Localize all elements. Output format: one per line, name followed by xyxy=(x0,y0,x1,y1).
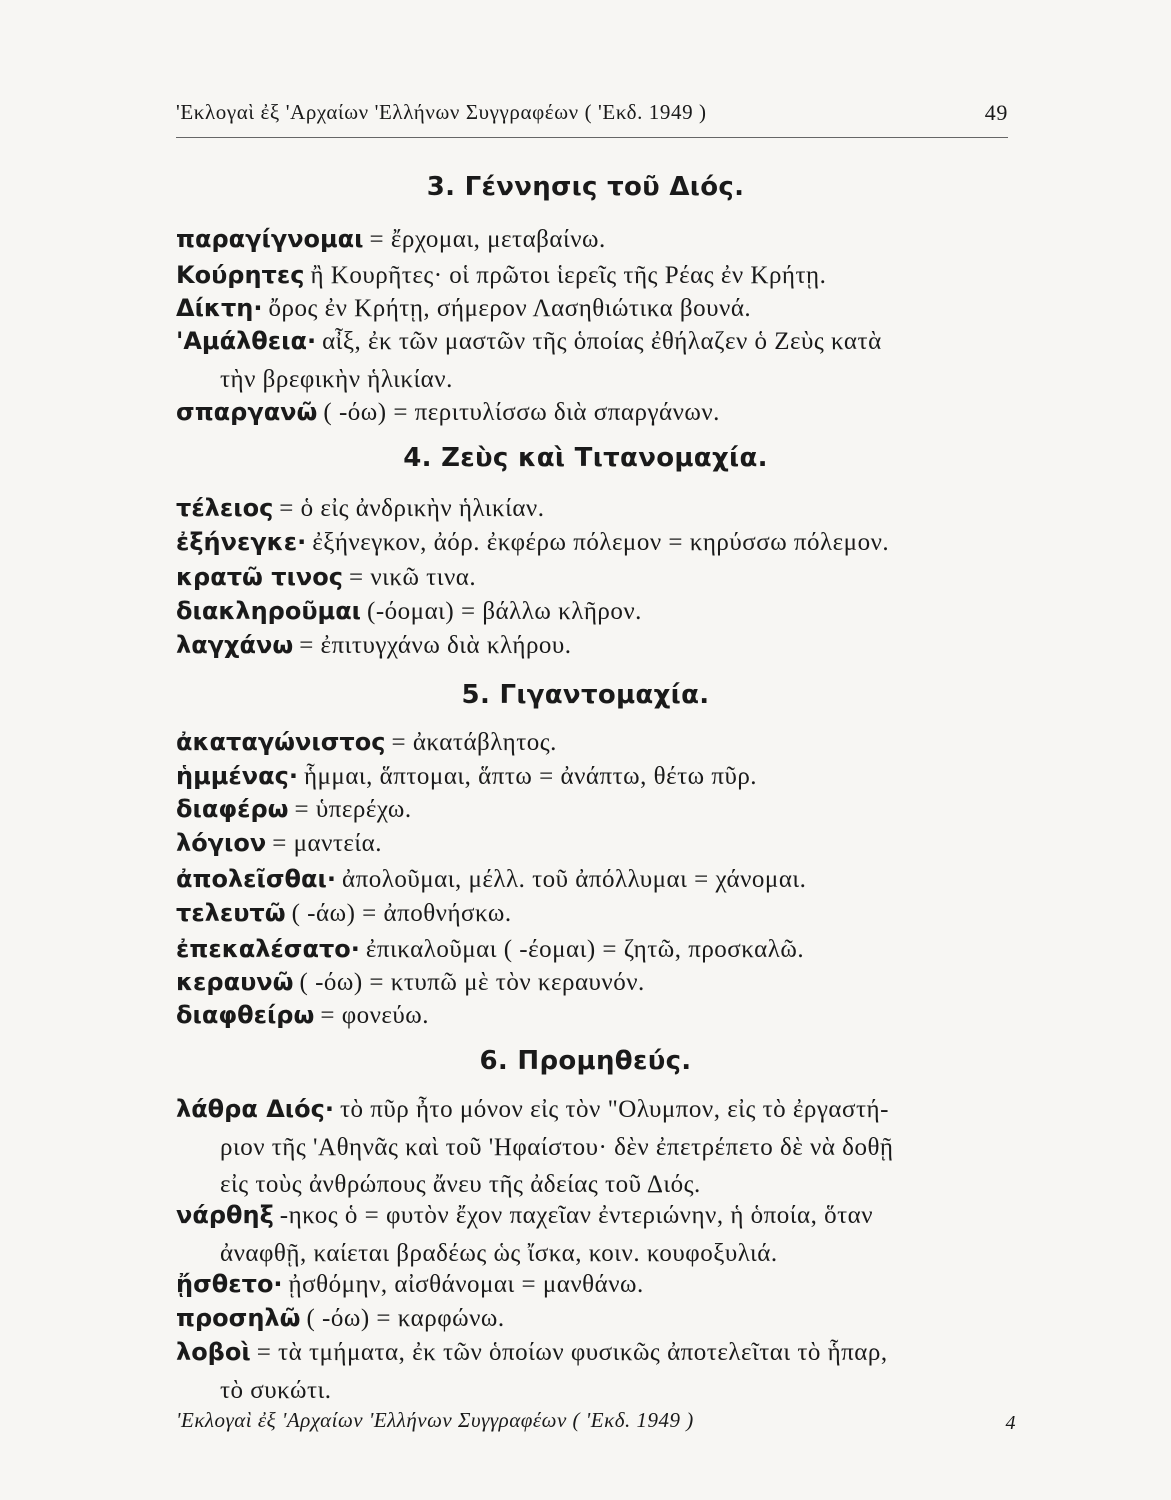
entry-term: ἐξήνεγκε· xyxy=(176,528,307,556)
section-heading: 6. Προμηθεύς. xyxy=(479,1046,692,1076)
entry-definition: = ἐπιτυγχάνω διὰ κλήρου. xyxy=(299,632,572,659)
running-header xyxy=(176,100,1008,125)
glossary-entry xyxy=(176,559,1026,597)
entry-term: διαφθείρω xyxy=(176,1001,315,1029)
entry-continuation: ἀναφθῇ, καίεται βραδέως ὡς ἴσκα, κοιν. κουφοξυλιά. xyxy=(220,1240,778,1267)
entry-continuation: τὴν βρεφικὴν ἡλικίαν. xyxy=(220,366,453,393)
page-footer xyxy=(176,1408,1016,1433)
section-heading: 3. Γέννησις τοῦ Διός. xyxy=(426,172,745,202)
entry-definition: = ὑπερέχω. xyxy=(294,796,412,823)
entry-definition: αἶξ, ἐκ τῶν μαστῶν τῆς ὁποίας ἐθήλαζεν ὁ Ζεὺς κατὰ xyxy=(322,328,882,355)
glossary-entry xyxy=(176,490,1026,528)
entry-term: κρατῶ τινος xyxy=(176,563,343,591)
entry-term: διακληροῦμαι xyxy=(176,597,362,625)
glossary-entry xyxy=(176,1091,1026,1203)
entry-term: Δίκτη· xyxy=(176,294,263,322)
entry-definition: = ἔρχομαι, μεταβαίνω. xyxy=(369,226,606,253)
glossary-entry xyxy=(176,627,1026,665)
entry-continuation: εἰς τοὺς ἀνθρώπους ἄνευ τῆς ἀδείας τοῦ Διός. xyxy=(220,1171,701,1198)
glossary-entry xyxy=(176,1197,1026,1272)
entry-continuation: ριον τῆς 'Αθηνᾶς καὶ τοῦ 'Ηφαίστου· δὲν ἐπετρέπετο δὲ νὰ δοθῇ xyxy=(220,1134,894,1161)
entry-term: λάθρα Διός· xyxy=(176,1095,334,1123)
entry-definition: ἀπολοῦμαι, μέλλ. τοῦ ἀπόλλυμαι = χάνομαι. xyxy=(342,866,807,893)
entry-definition: = μαντεία. xyxy=(272,830,382,857)
entry-term: λόγιον xyxy=(176,829,267,857)
glossary-entry xyxy=(176,724,1026,762)
section-heading: 5. Γιγαντομαχία. xyxy=(461,680,710,710)
header-title: 'Εκλογαὶ ἐξ 'Αρχαίων 'Ελλήνων Συγγραφέων ( 'Εκδ. 1949 ) xyxy=(176,100,707,124)
glossary-entry xyxy=(176,791,1026,829)
entry-definition: τὸ πῦρ ἦτο μόνον εἰς τὸν "Ολυμπον, εἰς τὸ ἐργαστή- xyxy=(339,1096,889,1123)
entry-definition: ( -όω) = καρφώνω. xyxy=(306,1305,505,1332)
entry-term: τελευτῶ xyxy=(176,899,286,927)
entry-definition: = ἀκατάβλητος. xyxy=(391,729,557,756)
footer-title: 'Εκλογαὶ ἐξ 'Αρχαίων 'Ελλήνων Συγγραφέων ( 'Εκδ. 1949 ) xyxy=(176,1408,694,1432)
entry-term: παραγίγνομαι xyxy=(176,225,364,253)
entry-definition: = τὰ τμήματα, ἐκ τῶν ὁποίων φυσικῶς ἀποτελεῖται τὸ ἧπαρ, xyxy=(256,1339,888,1366)
entry-definition: ( -όω) = κτυπῶ μὲ τὸν κεραυνόν. xyxy=(299,969,645,996)
entry-definition: ἐπικαλοῦμαι ( -έομαι) = ζητῶ, προσκαλῶ. xyxy=(365,936,805,963)
entry-definition: (-όομαι) = βάλλω κλῆρον. xyxy=(367,598,642,625)
entry-term: προσηλῶ xyxy=(176,1304,301,1332)
entry-term: Κούρητες xyxy=(176,261,305,289)
signature-mark: 4 xyxy=(1005,1412,1016,1434)
glossary-entry xyxy=(176,394,1026,432)
entry-definition: -ηκος ὁ = φυτὸν ἔχον παχεῖαν ἐντεριώνην, ἡ ὁποία, ὅταν xyxy=(279,1202,874,1229)
entry-term: ἐπεκαλέσατο· xyxy=(176,935,360,963)
entry-definition: = ὁ εἰς ἀνδρικὴν ἡλικίαν. xyxy=(279,495,545,522)
entry-term: ἀπολεῖσθαι· xyxy=(176,865,336,893)
entry-definition: = νικῶ τινα. xyxy=(348,564,477,591)
glossary-entry xyxy=(176,1334,1026,1409)
entry-definition: ἧμμαι, ἅπτομαι, ἅπτω = ἀνάπτω, θέτω πῦρ. xyxy=(303,763,758,790)
entry-term: ἡμμένας· xyxy=(176,762,298,790)
glossary-entry xyxy=(176,1300,1026,1338)
glossary-entry xyxy=(176,323,1026,398)
glossary-entry xyxy=(176,1266,1026,1304)
entry-term: ᾔσθετο· xyxy=(176,1270,283,1298)
entry-term: ἀκαταγώνιστος xyxy=(176,728,386,756)
entry-continuation: τὸ συκώτι. xyxy=(220,1377,332,1404)
entry-definition: = φονεύω. xyxy=(320,1002,430,1029)
glossary-entry xyxy=(176,997,1026,1035)
glossary-entry xyxy=(176,524,1026,562)
entry-definition: ( -όω) = περιτυλίσσω διὰ σπαργάνων. xyxy=(323,399,720,426)
glossary-entry xyxy=(176,221,1026,259)
entry-term: σπαργανῶ xyxy=(176,398,318,426)
entry-definition: ᾐσθόμην, αἰσθάνομαι = μανθάνω. xyxy=(288,1271,644,1298)
glossary-entry xyxy=(176,861,1026,899)
entry-term: λαγχάνω xyxy=(176,631,294,659)
entry-definition: ἐξήνεγκον, ἀόρ. ἐκφέρω πόλεμον = κηρύσσω πόλεμον. xyxy=(312,529,890,556)
entry-term: διαφέρω xyxy=(176,795,289,823)
entry-term: κεραυνῶ xyxy=(176,968,294,996)
entry-term: τέλειος xyxy=(176,494,274,522)
entry-definition: ἢ Κουρῆτες· οἱ πρῶτοι ἱερεῖς τῆς Ρέας ἐν Κρήτῃ. xyxy=(310,262,827,289)
entry-term: νάρθηξ xyxy=(176,1201,274,1229)
entry-definition: ὄρος ἐν Κρήτῃ, σήμερον Λασηθιώτικα βουνά. xyxy=(268,295,752,322)
header-rule xyxy=(176,137,1008,138)
entry-term: 'Αμάλθεια· xyxy=(176,327,317,355)
section-heading: 4. Ζεὺς καὶ Τιτανομαχία. xyxy=(403,443,768,473)
glossary-entry xyxy=(176,895,1026,933)
entry-definition: ( -άω) = ἀποθνήσκω. xyxy=(291,900,512,927)
page-number: 49 xyxy=(984,100,1008,125)
glossary-entry xyxy=(176,593,1026,631)
entry-term: λοβοὶ xyxy=(176,1338,251,1366)
glossary-entry xyxy=(176,825,1026,863)
